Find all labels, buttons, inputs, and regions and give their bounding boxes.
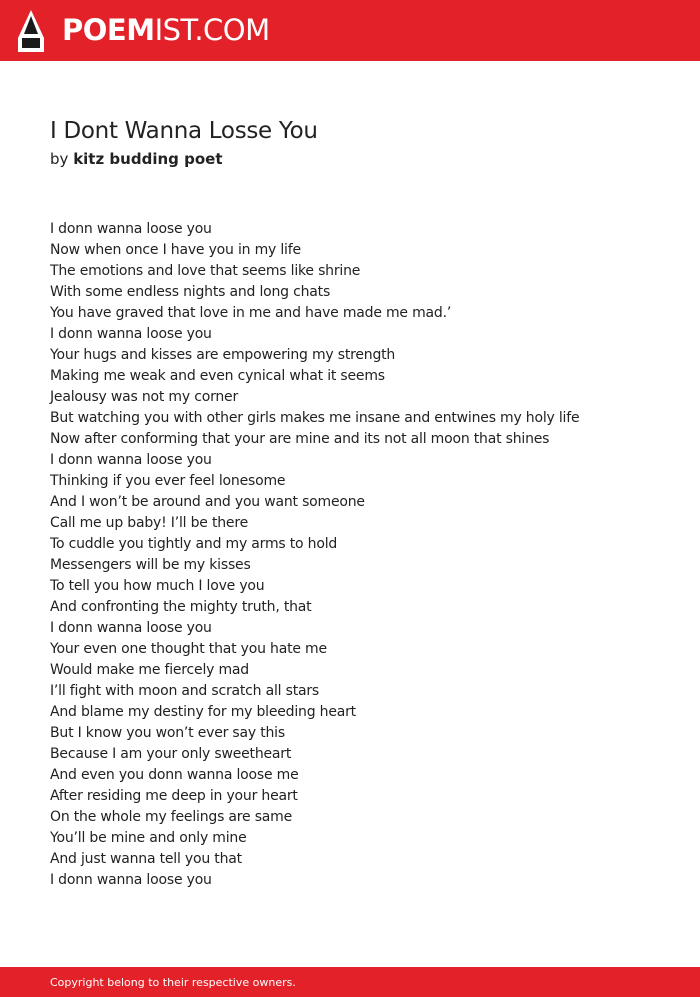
copyright-notice: Copyright belong to their respective owners. bbox=[50, 976, 296, 989]
poem-line: With some endless nights and long chats bbox=[50, 284, 331, 300]
poem-line: To cuddle you tightly and my arms to hold bbox=[50, 536, 338, 552]
poem-line: And just wanna tell you that bbox=[50, 851, 242, 867]
poem-line: I donn wanna loose you bbox=[50, 326, 212, 342]
poem-line: Because I am your only sweetheart bbox=[50, 746, 292, 762]
poem-line: Would make me fiercely mad bbox=[50, 662, 249, 678]
pencil-icon[interactable] bbox=[18, 10, 44, 52]
poem-line: Thinking if you ever feel lonesome bbox=[50, 473, 286, 489]
poem-line: The emotions and love that seems like shrine bbox=[50, 263, 361, 279]
poem-line: I donn wanna loose you bbox=[50, 620, 212, 636]
poem-line: On the whole my feelings are same bbox=[50, 809, 293, 825]
poem-line: You have graved that love in me and have made me mad.’ bbox=[50, 305, 452, 321]
poem-line: After residing me deep in your heart bbox=[50, 788, 298, 804]
poem-line: I donn wanna loose you bbox=[50, 221, 212, 237]
poem-line: Making me weak and even cynical what it seems bbox=[50, 368, 385, 384]
poem-line: Now after conforming that your are mine and its not all moon that shines bbox=[50, 431, 550, 447]
poem-line: I donn wanna loose you bbox=[50, 452, 212, 468]
site-header bbox=[0, 0, 700, 61]
site-logo[interactable] bbox=[62, 13, 270, 47]
logo-brand-light: IST.COM bbox=[154, 13, 270, 47]
poem-line: Call me up baby! I’ll be there bbox=[50, 515, 248, 531]
poem-author[interactable]: kitz budding poet bbox=[73, 150, 223, 168]
poem-line: And confronting the mighty truth, that bbox=[50, 599, 312, 615]
poem-line: Now when once I have you in my life bbox=[50, 242, 301, 258]
poem-line: I’ll fight with moon and scratch all stars bbox=[50, 683, 320, 699]
poem-line: And even you donn wanna loose me bbox=[50, 767, 299, 783]
byline-prefix: by bbox=[50, 150, 69, 168]
poem-line: Your even one thought that you hate me bbox=[50, 641, 327, 657]
poem-line: You’ll be mine and only mine bbox=[50, 830, 247, 846]
poem-line: Jealousy was not my corner bbox=[50, 389, 239, 405]
poem-line: Your hugs and kisses are empowering my strength bbox=[50, 347, 396, 363]
poem-line: But I know you won’t ever say this bbox=[50, 725, 285, 741]
logo-brand-bold: POEM bbox=[62, 13, 155, 47]
poem-line: I donn wanna loose you bbox=[50, 872, 212, 888]
poem-line: And I won’t be around and you want someone bbox=[50, 494, 365, 510]
poem-line: And blame my destiny for my bleeding heart bbox=[50, 704, 356, 720]
poem-body bbox=[50, 219, 670, 891]
site-footer bbox=[0, 967, 700, 997]
poem-line: Messengers will be my kisses bbox=[50, 557, 251, 573]
poem-title: I Dont Wanna Losse You bbox=[50, 118, 318, 144]
poem-line: To tell you how much I love you bbox=[50, 578, 265, 594]
poem-line: But watching you with other girls makes me insane and entwines my holy life bbox=[50, 410, 580, 426]
poem-byline bbox=[50, 150, 222, 168]
